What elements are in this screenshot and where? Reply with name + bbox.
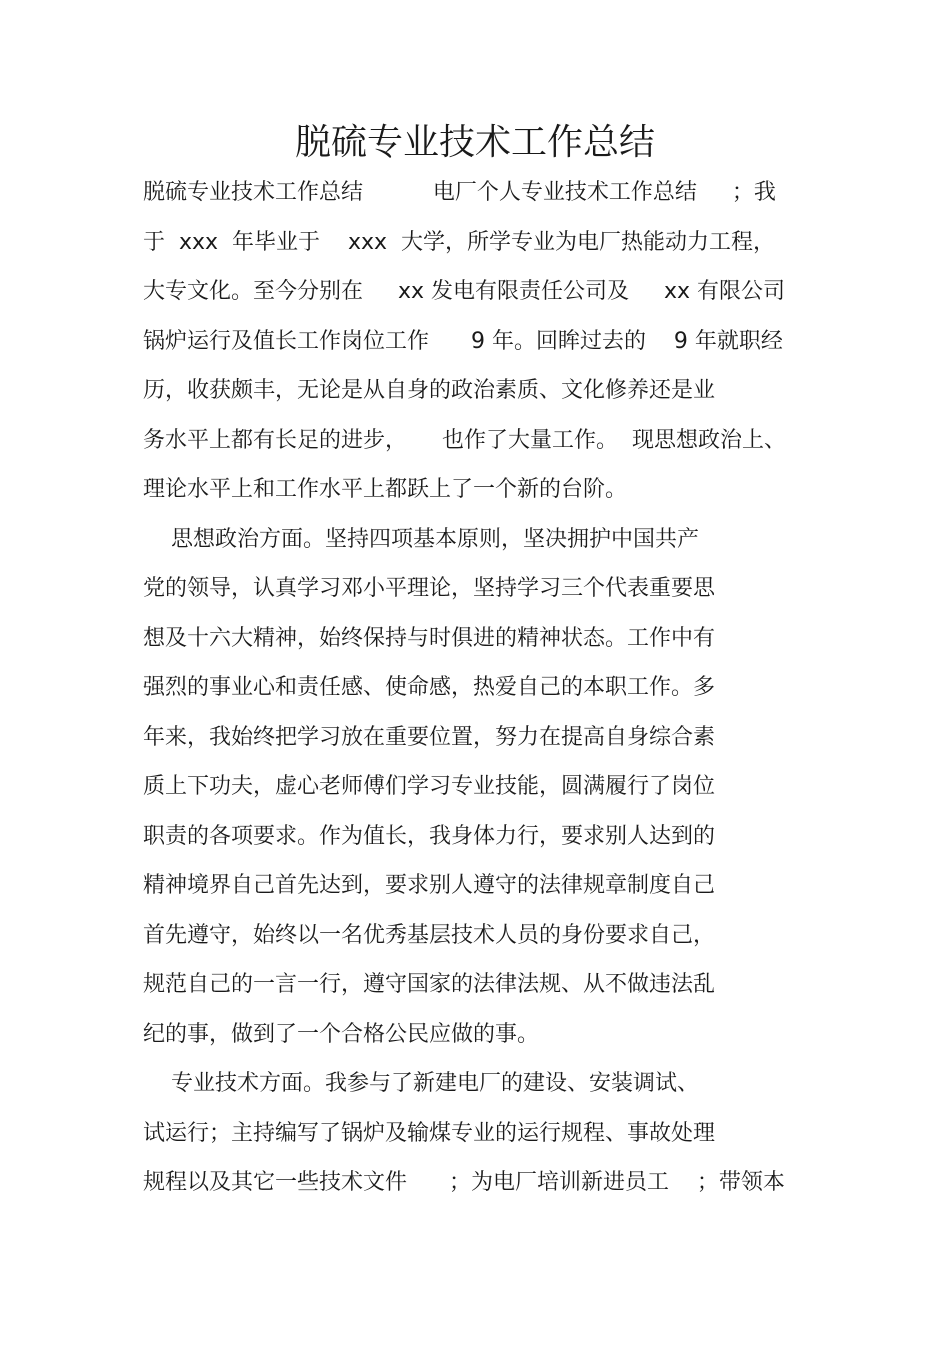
text-line: 试运行；主持编写了锅炉及输煤专业的运行规程、事故处理 — [143, 1120, 716, 1146]
text-line: 于 xxx 年毕业于 xxx 大学，所学专业为电厂热能动力工程， — [143, 229, 776, 255]
text-line: 质上下功夫，虚心老师傅们学习专业技能，圆满履行了岗位 — [143, 774, 716, 799]
text-line: 理论水平上和工作水平上都跃上了一个新的台阶。 — [143, 477, 628, 502]
text-line: 历，收获颇丰，无论是从自身的政治素质、文化修养还是业 — [143, 378, 716, 403]
text-line: 年来，我始终把学习放在重要位置，努力在提高自身综合素 — [143, 724, 716, 750]
text-line: 职责的各项要求。作为值长，我身体力行，要求别人达到的 — [143, 823, 716, 849]
document-title: 脱硫专业技术工作总结 — [294, 122, 655, 163]
text-line: 大专文化。至今分别在 xx 发电有限责任公司及 xx 有限公司 — [143, 279, 785, 304]
text-line: 规程以及其它一些技术文件 ；为电厂培训新进员工 ；带领本 — [143, 1170, 785, 1195]
text-line: 规范自己的一言一行，遵守国家的法律法规、从不做违法乱 — [143, 972, 716, 997]
text-line: 务水平上都有长足的进步， 也作了大量工作。 现思想政治上、 — [143, 427, 786, 453]
text-line: 专业技术方面。我参与了新建电厂的建设、安装调试、 — [143, 1071, 699, 1096]
text-line: 首先遵守，始终以一名优秀基层技术人员的身份要求自己， — [143, 922, 716, 948]
text-line: 纪的事，做到了一个合格公民应做的事。 — [143, 1021, 540, 1047]
text-line: 精神境界自己首先达到，要求别人遵守的法律规章制度自己 — [143, 873, 716, 898]
text-line: 想及十六大精神，始终保持与时俱进的精神状态。工作中有 — [143, 625, 716, 651]
text-line: 脱硫专业技术工作总结 电厂个人专业技术工作总结 ；我 — [143, 180, 776, 205]
text-line: 思想政治方面。坚持四项基本原则，坚决拥护中国共产 — [143, 526, 699, 552]
text-line: 强烈的事业心和责任感、使命感，热爱自己的本职工作。多 — [143, 675, 716, 700]
document-body — [143, 168, 823, 1208]
text-line: 锅炉运行及值长工作岗位工作 9 年。回眸过去的 9 年就职经 — [143, 328, 783, 354]
text-line: 党的领导，认真学习邓小平理论，坚持学习三个代表重要思 — [143, 576, 716, 601]
